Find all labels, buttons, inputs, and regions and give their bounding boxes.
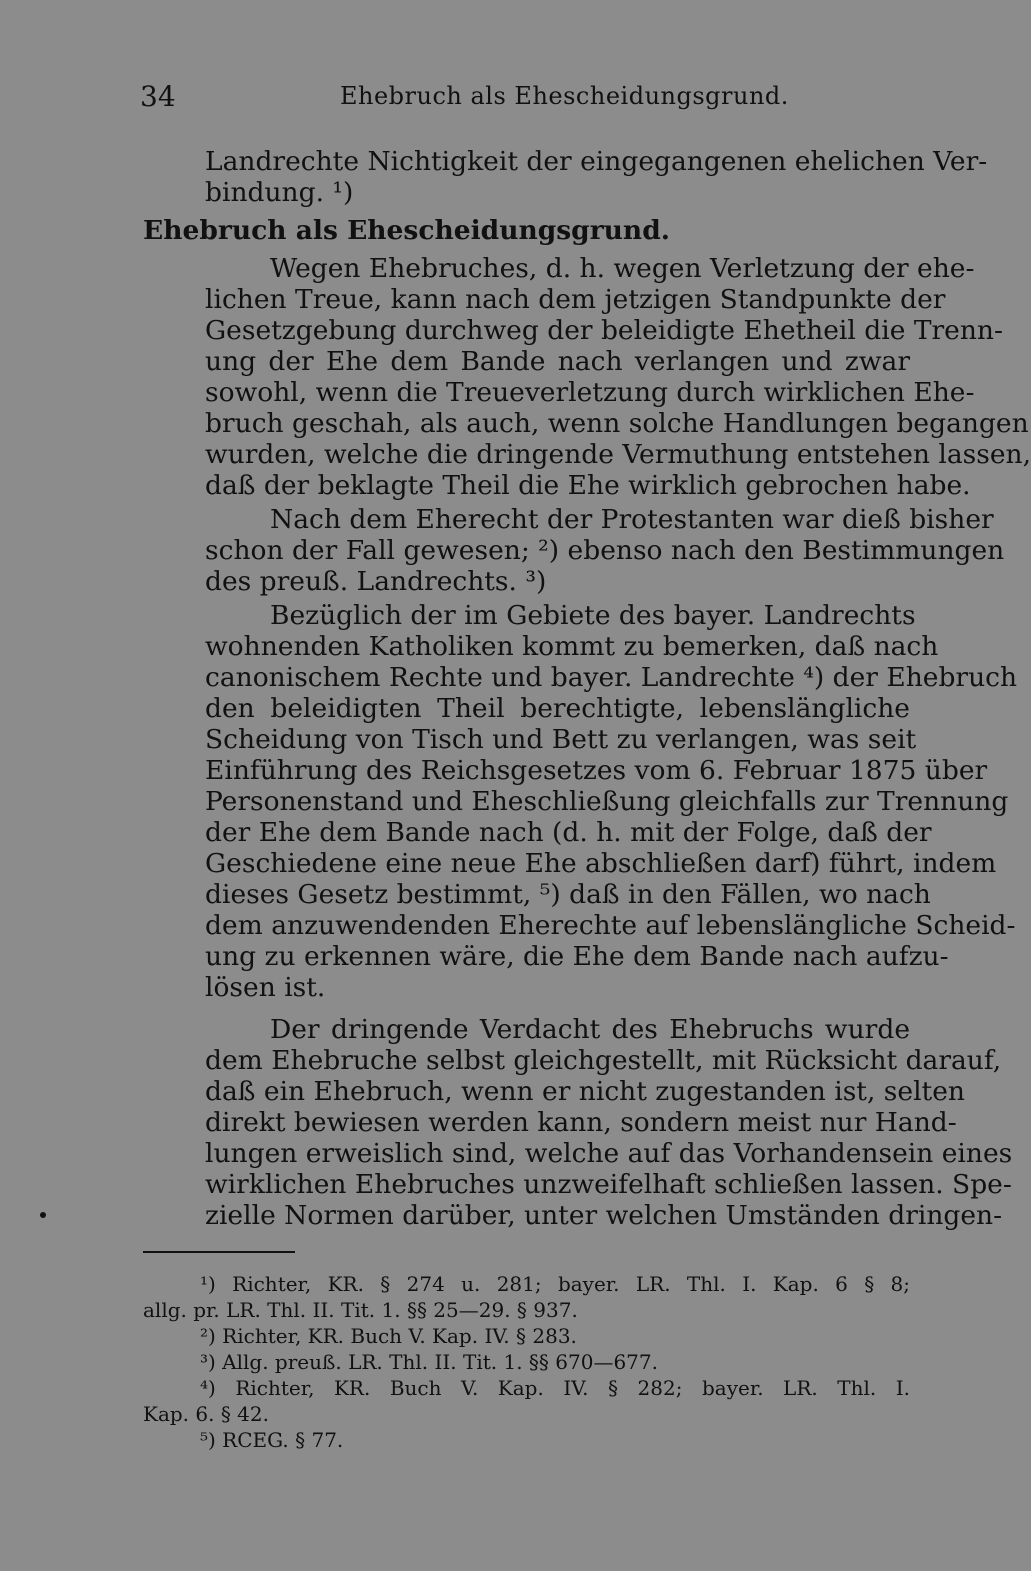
text-line: Scheidung von Tisch und Bett zu verlangen, was seit	[205, 724, 917, 755]
text-line: der Ehe dem Bande nach (d. h. mit der Folge, daß der	[205, 817, 932, 848]
text-line: wohnenden Katholiken kommt zu bemerken, daß nach	[205, 631, 939, 662]
text-line: dem anzuwendenden Eherechte auf lebenslängliche Scheid-	[205, 910, 1016, 941]
margin-mark	[40, 1212, 46, 1218]
text-line: dem Ehebruche selbst gleichgestellt, mit Rücksicht darauf,	[205, 1045, 1002, 1076]
text-line: ung zu erkennen wäre, die Ehe dem Bande nach aufzu-	[205, 941, 949, 972]
page-number: 34	[140, 80, 176, 113]
text-line: Bezüglich der im Gebiete des bayer. Landrechts	[270, 600, 916, 631]
text-line: schon der Fall gewesen; ²) ebenso nach den Bestimmungen	[205, 535, 1005, 566]
text-line: daß der beklagte Theil die Ehe wirklich gebrochen habe.	[205, 470, 971, 501]
page-header	[140, 80, 910, 120]
text-line: Der dringende Verdacht des Ehebruchs wurde	[270, 1014, 910, 1045]
text-line: canonischem Rechte und bayer. Landrechte ⁴) der Ehebruch	[205, 662, 1018, 693]
text-line: Nach dem Eherecht der Protestanten war dieß bisher	[270, 504, 994, 535]
text-line: lungen erweislich sind, welche auf das Vorhandensein eines	[205, 1138, 1013, 1169]
text-line: des preuß. Landrechts. ³)	[205, 566, 547, 597]
footnote-line: ¹) Richter, KR. § 274 u. 281; bayer. LR. Thl. I. Kap. 6 § 8;	[200, 1272, 910, 1296]
footnote-line: ⁴) Richter, KR. Buch V. Kap. IV. § 282; bayer. LR. Thl. I.	[200, 1376, 910, 1400]
text-line: wurden, welche die dringende Vermuthung entstehen lassen,	[205, 439, 1031, 470]
footnote-line: ⁵) RCEG. § 77.	[200, 1428, 344, 1452]
text-line: Wegen Ehebruches, d. h. wegen Verletzung der ehe-	[270, 253, 975, 284]
text-line: Einführung des Reichsgesetzes vom 6. Februar 1875 über	[205, 755, 988, 786]
text-line: Personenstand und Eheschließung gleichfalls zur Trennung	[205, 786, 1009, 817]
text-line: Geschiedene eine neue Ehe abschließen darf) führt, indem	[205, 848, 997, 879]
text-line: ung der Ehe dem Bande nach verlangen und zwar	[205, 346, 910, 377]
footnote-line: ³) Allg. preuß. LR. Thl. II. Tit. 1. §§ 670—677.	[200, 1350, 658, 1374]
footnote-line: allg. pr. LR. Thl. II. Tit. 1. §§ 25—29. § 937.	[143, 1298, 578, 1322]
text-line: Gesetzgebung durchweg der beleidigte Ehetheil die Trenn-	[205, 315, 1003, 346]
text-line: bruch geschah, als auch, wenn solche Handlungen begangen	[205, 408, 1029, 439]
text-line: zielle Normen darüber, unter welchen Umständen dringen-	[205, 1200, 1003, 1231]
footnote-divider	[143, 1251, 295, 1253]
text-line: direkt bewiesen werden kann, sondern meist nur Hand-	[205, 1107, 957, 1138]
text-line: sowohl, wenn die Treueverletzung durch wirklichen Ehe-	[205, 377, 975, 408]
text-line: dieses Gesetz bestimmt, ⁵) daß in den Fällen, wo nach	[205, 879, 931, 910]
running-title: Ehebruch als Ehescheidungsgrund.	[340, 82, 789, 110]
footnote-line: Kap. 6. § 42.	[143, 1402, 269, 1426]
text-line: daß ein Ehebruch, wenn er nicht zugestanden ist, selten	[205, 1076, 965, 1107]
text-line: bindung. ¹)	[205, 177, 354, 208]
text-line: lösen ist.	[205, 972, 326, 1003]
section-heading: Ehebruch als Ehescheidungsgrund.	[143, 215, 670, 246]
text-line: Landrechte Nichtigkeit der eingegangenen ehelichen Ver-	[205, 146, 988, 177]
footnote-line: ²) Richter, KR. Buch V. Kap. IV. § 283.	[200, 1324, 577, 1348]
text-line: lichen Treue, kann nach dem jetzigen Standpunkte der	[205, 284, 946, 315]
text-line: wirklichen Ehebruches unzweifelhaft schließen lassen. Spe-	[205, 1169, 1012, 1200]
text-line: den beleidigten Theil berechtigte, lebenslängliche	[205, 693, 910, 724]
